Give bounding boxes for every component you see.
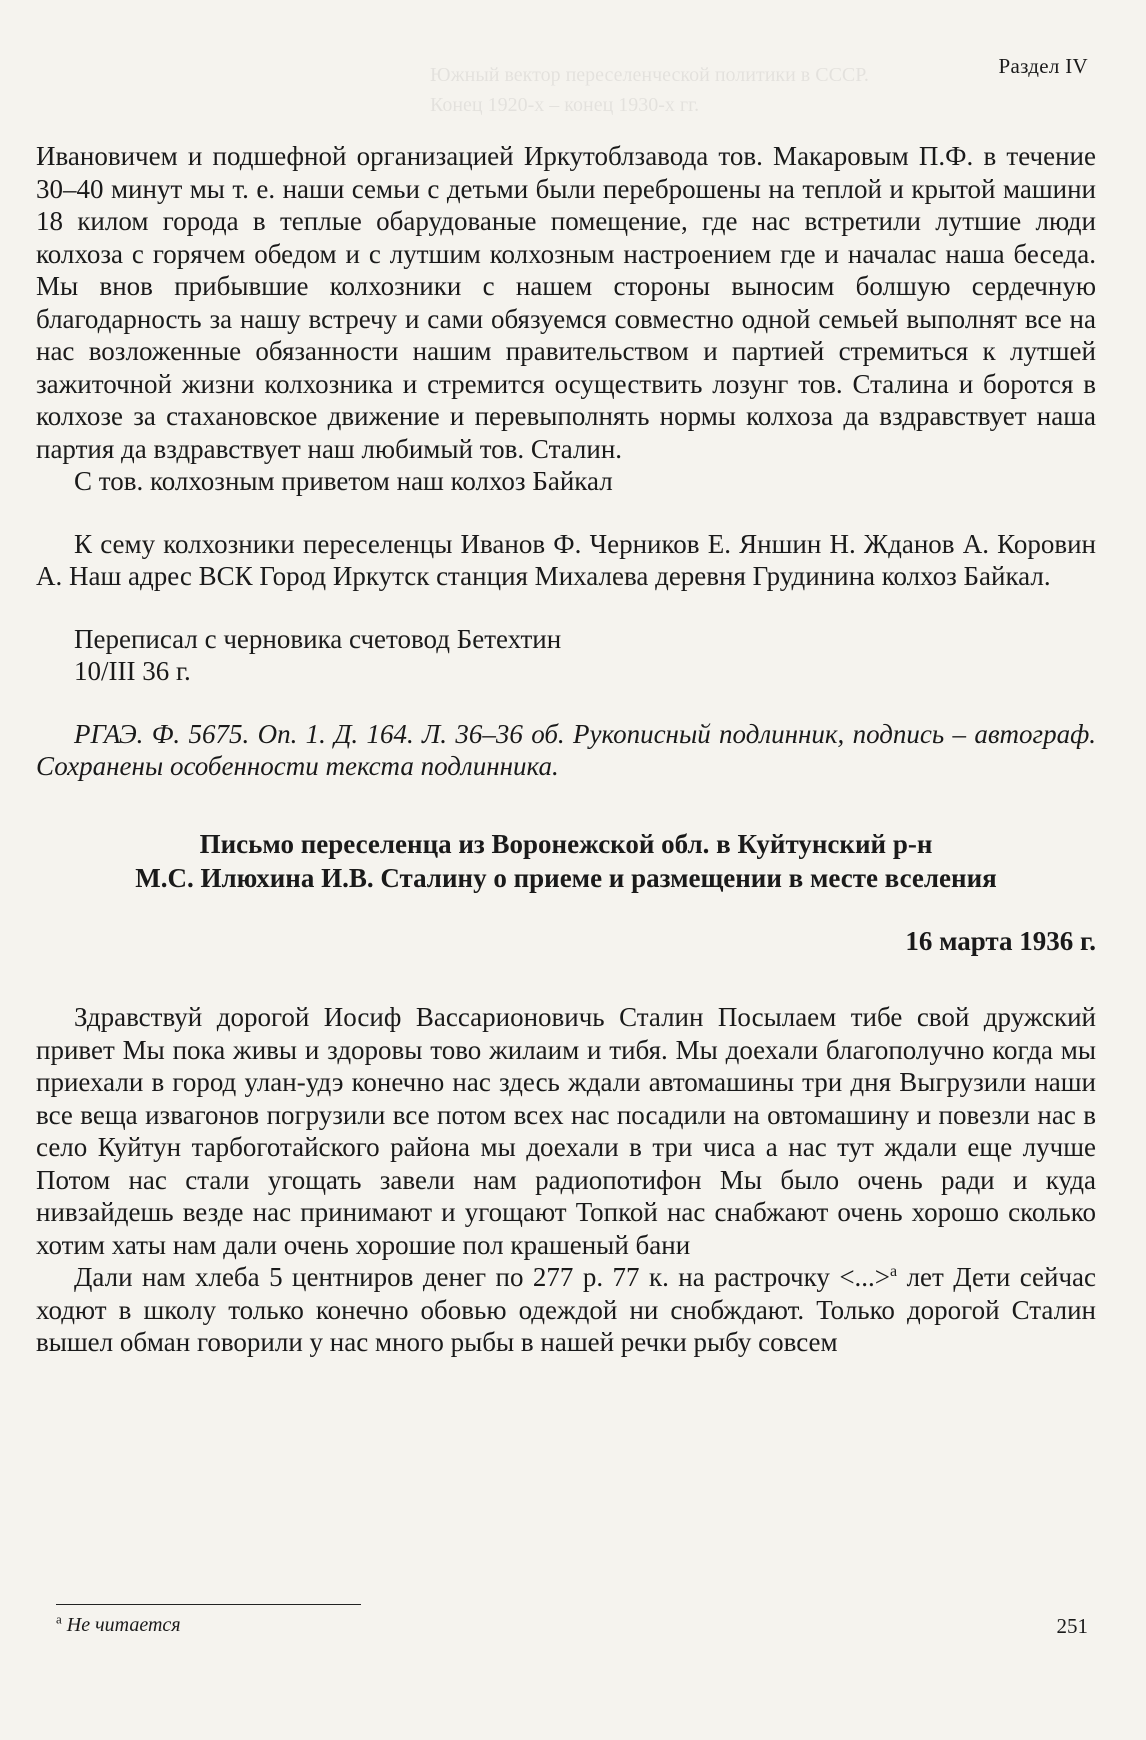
show-through-text: [430, 60, 869, 120]
letter2-paragraph-2-rest: лет Дети сейчас ходют в школу только конечно обовью одеждой ни снобждают. Только дорогой Сталин вышел обман говорили у нас много рыбы в нашей речки рыбу совсем: [36, 1262, 1097, 1357]
footnote: [56, 1611, 181, 1637]
page-number: 251: [1056, 1614, 1088, 1638]
letter1-paragraph-1: Ивановичем и подшефной организацией Иркутоблзавода тов. Макаровым П.Ф. в течение 30–40 минут мы т. е. наши семьи с детьми были переброшены на теплой и крытой машини 18 килом города в теплые обарудованые помещение, где нас встретили лутшие люди колхоза с горячем обедом и с лутшим колхозным настроением где и началас наша беседа. Мы внов прибывшие колхозники с нашем стороны выносим болшую сердечную благодарность за нашу встречу и сами обязуемся совместно одной семьей выполнят все на нас возложенные обязанности нашим правительством и партией стремиться к лутшей зажиточной жизни колхозника и стремится осуществить лозунг тов. Сталина и боротся в колхозе за стахановское движение и перевыполнять нормы колхоза да вздравствует наша партия да вздравствует наш любимый тов. Сталин.: [36, 141, 1096, 464]
spacer: [36, 498, 1096, 528]
archival-source: РГАЭ. Ф. 5675. Оп. 1. Д. 164. Л. 36–36 об. Рукописный подлинник, подпись – автограф. Сохранены особенности текста подлинника.: [36, 718, 1096, 781]
footnote-text: Не читается: [61, 1614, 181, 1636]
copied-date-line: 10/III 36 г.: [74, 656, 191, 686]
letter1-greeting: С тов. колхозным приветом наш колхоз Байкал: [74, 466, 613, 496]
spacer: [36, 895, 1096, 925]
show-through-line-1: Южный вектор переселенческой политики в СССР.: [430, 64, 869, 86]
document-heading-line-1: Письмо переселенца из Воронежской обл. в Куйтунский р-н: [199, 828, 933, 859]
spacer: [36, 688, 1096, 718]
letter2-paragraph-2-start: Дали нам хлеба 5 центниров денег по 277 р. 77 к. на растрочку <...>: [74, 1262, 891, 1292]
body-text: [36, 140, 1096, 1359]
spacer: [36, 783, 1096, 827]
running-head: Раздел IV: [998, 54, 1088, 78]
footnote-divider: [56, 1604, 361, 1605]
copied-by-line: Переписал с черновика счетовод Бетехтин: [74, 623, 562, 654]
footnote-reference-mark: а: [890, 1263, 898, 1280]
spacer: [36, 593, 1096, 623]
document-heading-line-2: М.С. Илюхина И.В. Сталину о приеме и размещении в месте вселения: [135, 862, 997, 893]
letter2-paragraph-2: [36, 1261, 1096, 1359]
spacer: [36, 957, 1096, 1001]
show-through-line-2: Конец 1920-х – конец 1930-х гг.: [430, 94, 700, 116]
letter1-signatories: К сему колхозники переселенцы Иванов Ф. Черников Е. Яншин Н. Жданов А. Коровин А. Наш адрес ВСК Город Иркутск станция Михалева деревня Грудинина колхоз Байкал.: [36, 528, 1096, 591]
footnote-mark: а: [56, 1611, 62, 1627]
letter2-paragraph-1: Здравствуй дорогой Иосиф Вассарионовичь Сталин Посылаем тибе свой дружский привет Мы пока живы и здоровы тово жилаим и тибя. Мы доехали благополучно когда мы приехали в город улан-удэ конечно нас здесь ждали автомашины три дня Выгрузили наши все веща извагонов погрузили все потом всех нас посадили на овтомашину и повезли нас в село Куйтун тарбоготайского района мы доехали в три чиса а нас тут ждали еще лучше Потом нас стали угощать завели нам радиопотифон Мы было очень ради и куда нивзайдешь везде нас принимают и угощают Топкой нас снабжают очень хорошо сколько хотим хаты нам дали очень хорошие пол крашеный бани: [36, 1002, 1096, 1260]
document-date: 16 марта 1936 г.: [905, 925, 1096, 956]
